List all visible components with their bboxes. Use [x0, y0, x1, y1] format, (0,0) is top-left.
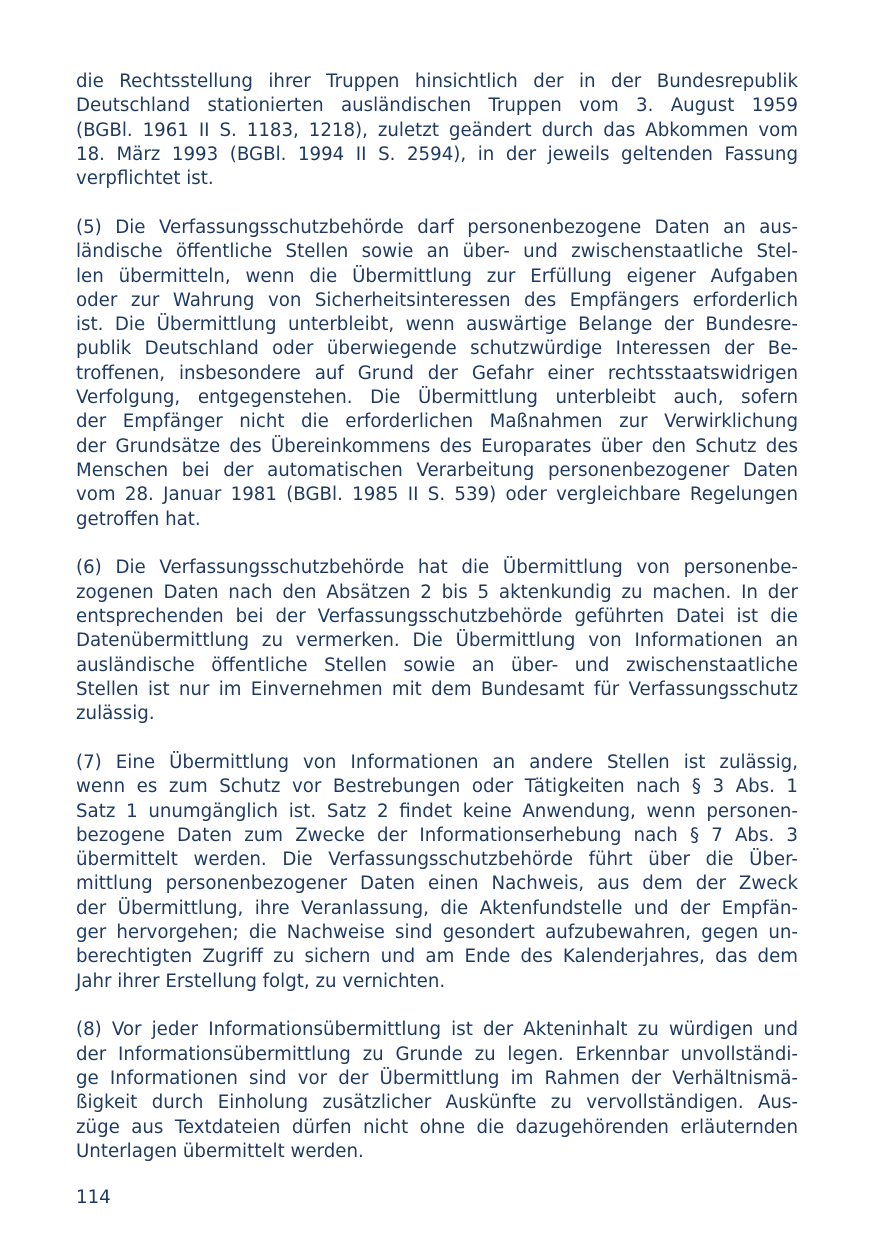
text-line: wenn es zum Schutz vor Bestrebungen oder Tätigkeiten nach § 3 Abs. 1	[76, 776, 798, 798]
text-line: Menschen bei der automatischen Verarbeitung personenbezogener Daten	[76, 459, 798, 481]
text-line: (BGBl. 1961 II S. 1183, 1218), zuletzt geändert durch das Abkommen vom	[76, 119, 798, 141]
text-line: der Übermittlung, ihre Veranlassung, die Aktenfundstelle und der Empfän-	[76, 897, 798, 919]
text-line: 18. März 1993 (BGBl. 1994 II S. 2594), in der jeweils geltenden Fassung	[76, 143, 798, 165]
text-line: ausländische öffentliche Stellen sowie an über- und zwischenstaatliche	[76, 654, 798, 676]
text-line: Verfolgung, entgegenstehen. Die Übermittlung unterbleibt auch, sofern	[76, 387, 798, 409]
text-line: ger hervorgehen; die Nachweise sind gesondert aufzubewahren, gegen un-	[76, 922, 798, 943]
text-line: Satz 1 unumgänglich ist. Satz 2 findet keine Anwendung, wenn personen-	[76, 800, 798, 822]
paragraph	[76, 216, 798, 532]
text-line: übermittelt werden. Die Verfassungsschutzbehörde führt über die Über-	[76, 849, 798, 871]
text-line: (8) Vor jeder Informationsübermittlung ist der Akteninhalt zu würdigen und	[76, 1019, 798, 1041]
text-line: ßigkeit durch Einholung zusätzlicher Auskünfte zu vervollständigen. Aus-	[76, 1092, 798, 1114]
text-line: publik Deutschland oder überwiegende schutzwürdige Interessen der Be-	[76, 338, 798, 360]
text-line: (6) Die Verfassungsschutzbehörde hat die Übermittlung von personenbe-	[76, 557, 798, 579]
paragraph	[76, 556, 798, 726]
text-line: entsprechenden bei der Verfassungsschutzbehörde geführten Datei ist die	[76, 605, 798, 627]
text-line: zulässig.	[76, 703, 155, 725]
text-line: züge aus Textdateien dürfen nicht ohne die dazugehörenden erläuternden	[76, 1116, 798, 1138]
text-line: verpflichtet ist.	[76, 168, 214, 190]
text-line: Datenübermittlung zu vermerken. Die Übermittlung von Informationen an	[76, 630, 798, 652]
text-line: der Informationsübermittlung zu Grunde zu legen. Erkennbar unvollständi-	[76, 1043, 798, 1065]
page-body	[76, 70, 798, 1189]
text-line: der Empfänger nicht die erforderlichen Maßnahmen zur Verwirklichung	[76, 411, 798, 433]
text-line: len übermitteln, wenn die Übermittlung zur Erfüllung eigener Aufgaben	[76, 265, 798, 287]
text-line: Deutschland stationierten ausländischen Truppen vom 3. August 1959	[76, 95, 798, 117]
text-line: Jahr ihrer Erstellung folgt, zu vernichten.	[76, 970, 446, 992]
text-line: mittlung personenbezogener Daten einen Nachweis, aus dem der Zweck	[76, 873, 798, 895]
text-line: ist. Die Übermittlung unterbleibt, wenn auswärtige Belange der Bundesre-	[76, 314, 798, 336]
text-line: troffenen, insbesondere auf Grund der Gefahr einer rechtsstaatswidrigen	[76, 362, 798, 384]
text-line: vom 28. Januar 1981 (BGBl. 1985 II S. 539) oder vergleichbare Regelungen	[76, 484, 798, 506]
paragraph	[76, 1018, 798, 1164]
text-line: (7) Eine Übermittlung von Informationen an andere Stellen ist zulässig,	[76, 751, 798, 773]
text-line: ge Informationen sind vor der Übermittlung im Rahmen der Verhältnismä-	[76, 1067, 798, 1089]
paragraph	[76, 751, 798, 994]
text-line: ländische öffentliche Stellen sowie an über- und zwischenstaatliche Stel-	[76, 241, 798, 263]
text-line: berechtigten Zugriff zu sichern und am Ende des Kalenderjahres, das dem	[76, 946, 798, 968]
paragraph	[76, 70, 798, 191]
text-line: getroffen hat.	[76, 508, 201, 530]
text-line: die Rechtsstellung ihrer Truppen hinsichtlich der in der Bundesrepublik	[76, 71, 798, 92]
text-line: zogenen Daten nach den Absätzen 2 bis 5 aktenkundig zu machen. In der	[76, 581, 798, 603]
text-line: oder zur Wahrung von Sicherheitsinteressen des Empfängers erforderlich	[76, 289, 798, 311]
text-line: bezogene Daten zum Zwecke der Informationserhebung nach § 7 Abs. 3	[76, 824, 798, 846]
text-line: (5) Die Verfassungsschutzbehörde darf personenbezogene Daten an aus-	[76, 216, 798, 238]
text-line: Unterlagen übermittelt werden.	[76, 1140, 364, 1162]
text-line: Stellen ist nur im Einvernehmen mit dem Bundesamt für Verfassungsschutz	[76, 678, 798, 700]
text-line: der Grundsätze des Übereinkommens des Europarates über den Schutz des	[76, 435, 798, 457]
page-number: 114	[76, 1187, 111, 1208]
